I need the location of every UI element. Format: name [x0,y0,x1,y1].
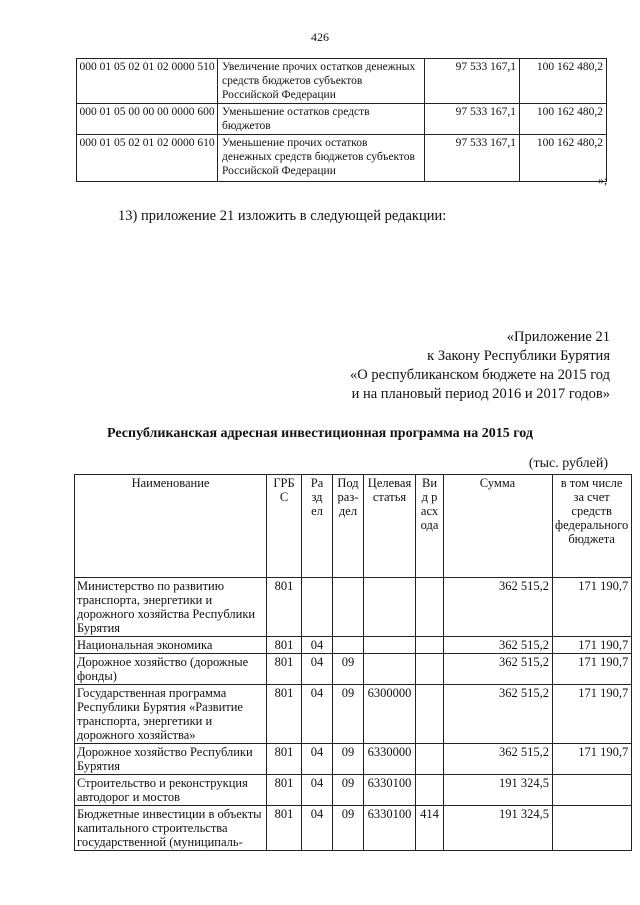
podrazdel-cell: 09 [333,806,364,851]
value-2016-cell: 100 162 480,2 [520,135,607,182]
header-name: Наименование [75,475,267,578]
value-2015-cell: 97 533 167,1 [425,59,520,104]
grbs-cell: 801 [267,637,302,654]
target-cell [364,744,416,775]
federal-cell: 171 190,7 [553,637,632,654]
expense-type-cell: 414 [416,806,444,851]
target-cell [364,654,416,685]
name-cell: Национальная экономика [75,637,267,654]
grbs-cell: 801 [267,578,302,637]
grbs-cell: 801 [267,744,302,775]
name-cell: Министерство по развитию транспорта, энергетики и дорожного хозяйства Республики Бурятия [75,578,267,637]
podrazdel-cell: 09 [333,654,364,685]
expense-type-cell [416,654,444,685]
appendix-line: «О республиканском бюджете на 2015 год [350,367,610,383]
name-cell: Строительство и реконструкция автодорог и мостов [75,775,267,806]
table-header-row [75,475,632,578]
appendix-line: к Закону Республики Бурятия [427,348,610,364]
header-grbs-text: ГРБС [273,476,295,504]
grbs-cell: 801 [267,775,302,806]
header-sum: Сумма [444,475,553,578]
razdel-cell: 04 [302,654,333,685]
sources-table [76,58,607,182]
expense-type-cell [416,775,444,806]
table-row [75,806,632,851]
table-row [75,744,632,775]
target-cell-text: 6330100 [367,776,412,790]
federal-cell [553,775,632,806]
appendix-header [350,328,610,404]
table-row [75,685,632,744]
federal-cell: 171 190,7 [553,744,632,775]
code-cell: 000 01 05 02 01 02 0000 510 [77,59,218,104]
sum-cell: 362 515,2 [444,578,553,637]
razdel-cell: 04 [302,637,333,654]
name-cell: Дорожное хозяйство (дорожные фонды) [75,654,267,685]
appendix-line: и на плановый период 2016 и 2017 годов» [351,386,610,402]
header-podrazdel [333,475,364,578]
sum-cell: 191 324,5 [444,775,553,806]
value-2016-cell: 100 162 480,2 [520,59,607,104]
podrazdel-cell [333,578,364,637]
federal-cell [553,806,632,851]
investment-table [74,474,632,851]
value-2015-cell: 97 533 167,1 [425,135,520,182]
target-cell [364,775,416,806]
razdel-cell [302,578,333,637]
razdel-cell: 04 [302,775,333,806]
table-row [77,59,607,104]
target-cell-text: 6330000 [367,745,412,759]
grbs-cell: 801 [267,654,302,685]
sum-cell: 191 324,5 [444,806,553,851]
target-cell-text: 6330100 [367,807,412,821]
podrazdel-cell: 09 [333,685,364,744]
code-cell: 000 01 05 02 01 02 0000 610 [77,135,218,182]
header-razdel [302,475,333,578]
amendment-item: 13) приложение 21 изложить в следующей редакции: [118,208,447,224]
expense-type-cell [416,637,444,654]
grbs-cell: 801 [267,806,302,851]
name-cell: Бюджетные инвестиции в объекты капитального строительства государственной (муниципаль- [75,806,267,851]
razdel-cell: 04 [302,744,333,775]
target-cell [364,806,416,851]
podrazdel-cell: 09 [333,775,364,806]
description-cell: Увеличение прочих остатков денежных средств бюджетов субъектов Российской Федерации [218,59,425,104]
podrazdel-cell: 09 [333,744,364,775]
razdel-cell: 04 [302,806,333,851]
units-label: (тыс. рублей) [528,456,608,471]
federal-cell: 171 190,7 [553,654,632,685]
target-cell [364,637,416,654]
value-2015-cell: 97 533 167,1 [425,104,520,135]
podrazdel-cell [333,637,364,654]
name-cell: Дорожное хозяйство Республики Бурятия [75,744,267,775]
sum-cell: 362 515,2 [444,654,553,685]
target-cell [364,685,416,744]
page-number: 426 [311,30,329,44]
table-row [77,104,607,135]
header-razdel-text: Раздел [310,476,324,518]
header-target: Целевая статья [364,475,416,578]
description-cell: Уменьшение остатков средств бюджетов [218,104,425,135]
table-row [75,578,632,637]
table-row [75,654,632,685]
value-2016-cell: 100 162 480,2 [520,104,607,135]
expense-type-cell [416,578,444,637]
table-row [77,135,607,182]
sum-cell: 362 515,2 [444,637,553,654]
appendix-line: «Приложение 21 [506,329,610,345]
code-cell: 000 01 05 00 00 00 0000 600 [77,104,218,135]
header-grbs [267,475,302,578]
target-cell-text: 6300000 [367,686,412,700]
header-expense-type [416,475,444,578]
header-expense-type-text: Вид расхода [420,476,439,532]
sum-cell: 362 515,2 [444,744,553,775]
razdel-cell: 04 [302,685,333,744]
federal-cell: 171 190,7 [553,578,632,637]
target-cell [364,578,416,637]
sum-cell: 362 515,2 [444,685,553,744]
header-podrazdel-text: Подраз-дел [337,476,359,518]
closing-mark: »; [598,173,608,187]
description-cell: Уменьшение прочих остатков денежных средств бюджетов субъектов Российской Федерации [218,135,425,182]
page-title: Республиканская адресная инвестиционная программа на 2015 год [107,426,533,441]
grbs-cell: 801 [267,685,302,744]
federal-cell: 171 190,7 [553,685,632,744]
expense-type-cell [416,744,444,775]
table-row [75,637,632,654]
expense-type-cell [416,685,444,744]
table-row [75,775,632,806]
name-cell: Государственная программа Республики Бурятия «Развитие транспорта, энергетики и дорожного хозяйства» [75,685,267,744]
header-federal: в том числе за счет средств федерального бюджета [553,475,632,578]
